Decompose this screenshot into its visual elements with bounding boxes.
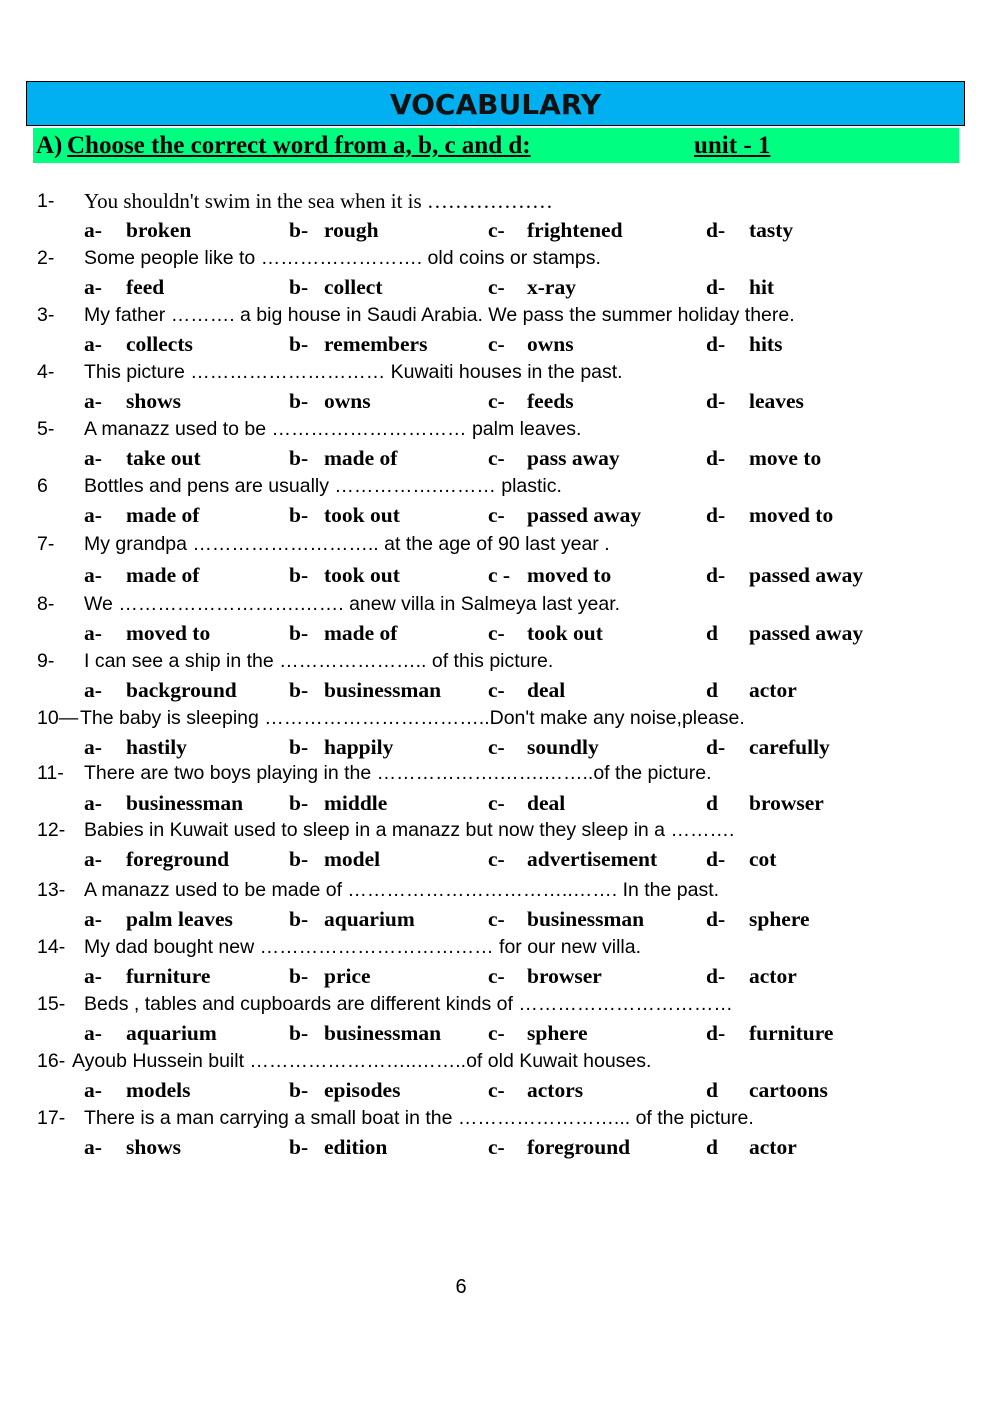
question-number: 7- — [37, 533, 55, 555]
option-label: b- — [289, 563, 309, 587]
option-word: collect — [324, 275, 383, 299]
option-word: advertisement — [527, 847, 658, 871]
option-word: took out — [527, 621, 603, 645]
option-word: made of — [126, 563, 200, 587]
option-label: b- — [289, 389, 309, 413]
option-word: move to — [749, 446, 822, 470]
option-label: d- — [706, 446, 726, 470]
option-label: c- — [488, 735, 505, 759]
option-label: b- — [289, 218, 309, 242]
unit-label: unit - 1 — [694, 132, 771, 159]
option-word: shows — [126, 389, 181, 413]
option-label: c- — [488, 847, 505, 871]
section-heading — [33, 128, 959, 163]
option-label: d — [706, 621, 718, 645]
option-label: c- — [488, 621, 505, 645]
question-text: There is a man carrying a small boat in the ……………………... of the picture. — [84, 1107, 754, 1129]
option-word: owns — [527, 332, 574, 356]
answer-options — [0, 789, 992, 817]
option-word: browser — [749, 791, 824, 815]
option-label: a- — [84, 218, 102, 242]
option-word: passed away — [749, 563, 864, 587]
option-label: b- — [289, 332, 309, 356]
option-word: feeds — [527, 389, 574, 413]
option-label: d- — [706, 218, 726, 242]
question-number: 4- — [37, 361, 55, 383]
answer-options — [0, 676, 992, 704]
answer-options — [0, 330, 992, 358]
option-word: cot — [749, 847, 777, 871]
option-label: c- — [488, 332, 505, 356]
option-label: b- — [289, 907, 309, 931]
option-word: furniture — [126, 964, 211, 988]
option-label: c- — [488, 446, 505, 470]
option-word: actor — [749, 964, 797, 988]
option-word: episodes — [324, 1078, 401, 1102]
option-word: moved to — [749, 503, 834, 527]
question-text: A manazz used to be ………………………… palm leaves. — [84, 418, 582, 440]
answer-options — [0, 905, 992, 933]
option-label: b- — [289, 1135, 309, 1159]
option-word: sphere — [749, 907, 810, 931]
section-letter: A) — [36, 132, 63, 159]
answer-options — [0, 962, 992, 990]
option-label: c- — [488, 389, 505, 413]
question-text: Some people like to ……………………. old coins or stamps. — [84, 247, 601, 269]
option-label: a- — [84, 678, 102, 702]
question-text: There are two boys playing in the ……………….…….……..of the picture. — [84, 762, 712, 784]
answer-options — [0, 216, 992, 244]
option-label: c- — [488, 275, 505, 299]
option-label: c- — [488, 907, 505, 931]
option-label: b- — [289, 621, 309, 645]
question-number: 16- — [37, 1050, 66, 1072]
question-number: 14- — [37, 936, 66, 958]
answer-options — [0, 1019, 992, 1047]
answer-options — [0, 845, 992, 873]
answer-options — [0, 619, 992, 647]
question-text: We ……………………….……. anew villa in Salmeya last year. — [84, 593, 621, 615]
option-label: b- — [289, 446, 309, 470]
option-label: d — [706, 1078, 718, 1102]
option-label: a- — [84, 332, 102, 356]
option-word: businessman — [324, 678, 442, 702]
option-label: d- — [706, 332, 726, 356]
option-label: d- — [706, 563, 726, 587]
option-word: broken — [126, 218, 192, 242]
option-label: b- — [289, 964, 309, 988]
option-label: a- — [84, 621, 102, 645]
option-label: c- — [488, 503, 505, 527]
option-word: actor — [749, 1135, 797, 1159]
option-label: d- — [706, 503, 726, 527]
question-number: 1- — [37, 190, 55, 212]
page-title: VOCABULARY — [26, 81, 965, 126]
option-label: a- — [84, 503, 102, 527]
option-word: hit — [749, 275, 775, 299]
option-label: c- — [488, 1021, 505, 1045]
option-label: b- — [289, 275, 309, 299]
option-label: b- — [289, 735, 309, 759]
question-text: The baby is sleeping ……………………………..Don't make any noise,please. — [80, 707, 745, 729]
page-number: 6 — [455, 1276, 467, 1298]
option-word: businessman — [126, 791, 244, 815]
question-number: 10— — [37, 707, 79, 729]
section-instruction: Choose the correct word from a, b, c and d: — [67, 132, 531, 159]
option-label: d — [706, 1135, 718, 1159]
question-text: You shouldn't swim in the sea when it is ……………… — [84, 189, 553, 213]
option-word: cartoons — [749, 1078, 828, 1102]
question-number: 6 — [37, 475, 48, 497]
question-number: 8- — [37, 593, 55, 615]
option-word: shows — [126, 1135, 181, 1159]
option-word: feed — [126, 275, 165, 299]
answer-options — [0, 1076, 992, 1104]
option-label: b- — [289, 847, 309, 871]
option-word: happily — [324, 735, 394, 759]
option-word: foreground — [126, 847, 230, 871]
option-label: c- — [488, 791, 505, 815]
answer-options — [0, 1133, 992, 1161]
question-text: I can see a ship in the ………………….. of this picture. — [84, 650, 554, 672]
option-label: a- — [84, 847, 102, 871]
option-word: carefully — [749, 735, 830, 759]
option-word: actor — [749, 678, 797, 702]
option-label: c- — [488, 1078, 505, 1102]
option-word: remembers — [324, 332, 428, 356]
option-label: a- — [84, 1021, 102, 1045]
option-label: c- — [488, 678, 505, 702]
option-word: models — [126, 1078, 191, 1102]
question-number: 3- — [37, 304, 55, 326]
option-label: a- — [84, 735, 102, 759]
option-word: frightened — [527, 218, 623, 242]
option-label: d — [706, 678, 718, 702]
answer-options — [0, 273, 992, 301]
option-word: actors — [527, 1078, 584, 1102]
option-label: a- — [84, 446, 102, 470]
option-label: a- — [84, 964, 102, 988]
option-label: d — [706, 791, 718, 815]
option-word: took out — [324, 503, 400, 527]
option-word: owns — [324, 389, 371, 413]
option-word: x-ray — [527, 275, 576, 299]
option-word: take out — [126, 446, 201, 470]
option-word: collects — [126, 332, 193, 356]
option-word: businessman — [324, 1021, 442, 1045]
option-word: passed away — [527, 503, 642, 527]
question-text: My grandpa ……………………….. at the age of 90 last year . — [84, 533, 610, 555]
option-word: model — [324, 847, 381, 871]
answer-options — [0, 501, 992, 529]
option-label: d- — [706, 389, 726, 413]
option-word: moved to — [527, 563, 612, 587]
option-label: c- — [488, 1135, 505, 1159]
question-number: 2- — [37, 247, 55, 269]
option-word: price — [324, 964, 371, 988]
question-text: Beds , tables and cupboards are different kinds of …………………………… — [84, 993, 733, 1015]
option-label: a- — [84, 563, 102, 587]
answer-options — [0, 561, 992, 589]
option-word: leaves — [749, 389, 804, 413]
question-text: My father ………. a big house in Saudi Arabia. We pass the summer holiday there. — [84, 304, 795, 326]
question-number: 5- — [37, 418, 55, 440]
option-word: soundly — [527, 735, 599, 759]
answer-options — [0, 387, 992, 415]
option-word: passed away — [749, 621, 864, 645]
option-label: b- — [289, 1021, 309, 1045]
option-label: a- — [84, 1078, 102, 1102]
option-word: hastily — [126, 735, 187, 759]
question-text: Babies in Kuwait used to sleep in a manazz but now they sleep in a ………. — [84, 819, 735, 841]
option-word: pass away — [527, 446, 620, 470]
question-number: 11- — [37, 762, 64, 784]
option-label: a- — [84, 1135, 102, 1159]
option-label: d- — [706, 735, 726, 759]
option-word: moved to — [126, 621, 211, 645]
question-text: This picture ………………………… Kuwaiti houses in the past. — [84, 361, 623, 383]
option-label: a- — [84, 275, 102, 299]
option-label: c- — [488, 964, 505, 988]
question-text: A manazz used to be made of ……………………………..……. In the past. — [84, 879, 720, 901]
option-label: d- — [706, 907, 726, 931]
option-word: made of — [324, 446, 398, 470]
option-word: aquarium — [324, 907, 415, 931]
option-label: d- — [706, 1021, 726, 1045]
option-label: b- — [289, 503, 309, 527]
option-label: c- — [488, 218, 505, 242]
option-label: a- — [84, 389, 102, 413]
option-label: d- — [706, 275, 726, 299]
question-number: 17- — [37, 1107, 66, 1129]
option-word: middle — [324, 791, 388, 815]
answer-options — [0, 733, 992, 761]
question-number: 12- — [37, 819, 66, 841]
option-label: a- — [84, 791, 102, 815]
option-word: tasty — [749, 218, 794, 242]
question-text: My dad bought new ……………………………… for our new villa. — [84, 936, 642, 958]
answer-options — [0, 444, 992, 472]
question-number: 15- — [37, 993, 66, 1015]
option-word: sphere — [527, 1021, 588, 1045]
option-word: businessman — [527, 907, 645, 931]
question-number: 9- — [37, 650, 55, 672]
option-label: b- — [289, 1078, 309, 1102]
option-word: deal — [527, 678, 566, 702]
option-word: made of — [126, 503, 200, 527]
question-number: 13- — [37, 879, 66, 901]
option-word: palm leaves — [126, 907, 233, 931]
option-word: made of — [324, 621, 398, 645]
option-word: took out — [324, 563, 400, 587]
option-word: furniture — [749, 1021, 834, 1045]
option-word: hits — [749, 332, 783, 356]
option-label: b- — [289, 791, 309, 815]
option-label: b- — [289, 678, 309, 702]
option-word: aquarium — [126, 1021, 217, 1045]
option-label: c - — [488, 563, 511, 587]
option-label: d- — [706, 847, 726, 871]
question-text: Ayoub Hussein built ……………………..……..of old Kuwait houses. — [72, 1050, 652, 1072]
option-word: background — [126, 678, 237, 702]
option-word: foreground — [527, 1135, 631, 1159]
option-label: a- — [84, 907, 102, 931]
option-word: deal — [527, 791, 566, 815]
option-word: browser — [527, 964, 602, 988]
option-word: rough — [324, 218, 379, 242]
question-text: Bottles and pens are usually …………….……… plastic. — [84, 475, 562, 497]
option-label: d- — [706, 964, 726, 988]
option-word: edition — [324, 1135, 388, 1159]
